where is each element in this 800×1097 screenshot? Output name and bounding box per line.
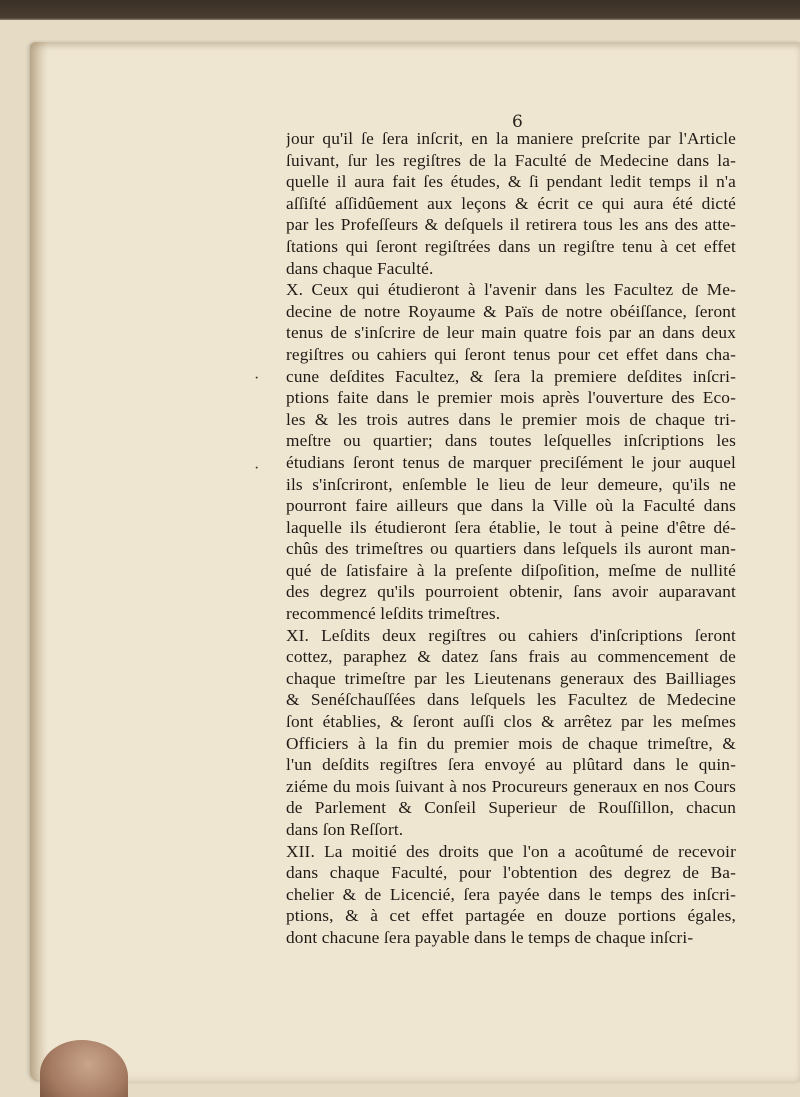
text-line: l'un deſdits regiſtres ſera envoyé au plûtard dans le quin- <box>286 755 736 775</box>
text-line: ils s'inſcriront, enſemble le lieu de leur demeure, qu'ils ne <box>286 474 736 494</box>
margin-dot: · <box>254 370 260 387</box>
text-line: laquelle ils étudieront ſera établie, le tout à peine d'être dé- <box>286 517 736 537</box>
text-line: jour qu'il ſe ſera inſcrit, en la maniere preſcrite par l'Article <box>286 129 736 148</box>
text-line: dont chacune ſera payable dans le temps de chaque inſcri- <box>286 927 694 947</box>
text-line: ptions faite dans le premier mois après l'ouverture des Eco- <box>286 388 736 408</box>
text-line: dans ſon Reſſort. <box>286 820 404 839</box>
text-line: ſtations qui ſeront regiſtrées dans un regiſtre tenu à cet effet <box>286 236 736 256</box>
text-line: dans chaque Faculté, pour l'obtention des degrez de Ba- <box>286 863 736 883</box>
text-line: XI. Leſdits deux regiſtres ou cahiers d'inſcriptions ſeront <box>286 625 736 645</box>
text-line: tenus de s'inſcrire de leur main quatre fois par an dans deux <box>286 323 736 343</box>
page-number: 6 <box>512 112 523 132</box>
text-line: qué de ſatisfaire à la preſente diſpoſition, meſme de nullité <box>286 560 736 580</box>
body-text <box>286 128 736 949</box>
text-line: ſuivant, ſur les regiſtres de la Faculté de Medecine dans la- <box>286 150 736 170</box>
text-line: les & les trois autres dans le premier mois de chaque tri- <box>286 409 736 429</box>
text-line: X. Ceux qui étudieront à l'avenir dans les Facultez de Me- <box>286 280 736 300</box>
text-line: des degrez qu'ils pourroient obtenir, ſans avoir auparavant <box>286 582 736 602</box>
text-line: cottez, paraphez & datez ſans frais au commencement de <box>286 647 736 667</box>
text-line: regiſtres ou cahiers qui ſeront tenus pour cet effet dans cha- <box>286 344 736 364</box>
text-line: quelle il aura fait ſes études, & ſi pendant ledit temps il n'a <box>286 172 736 192</box>
text-line: Officiers à la fin du premier mois de chaque trimeſtre, & <box>286 733 736 753</box>
text-line: XII. La moitié des droits que l'on a acoûtumé de recevoir <box>286 841 736 861</box>
text-line: cune deſdites Facultez, & ſera la premiere deſdites inſcri- <box>286 366 736 386</box>
text-line: aſſiſté aſſidûement aux leçons & écrit ce qui aura été dicté <box>286 193 736 213</box>
text-line: chûs des trimeſtres ou quartiers dans leſquels ils auront man- <box>286 539 736 559</box>
text-line: ziéme du mois ſuivant à nos Procureurs generaux en nos Cours <box>286 776 736 796</box>
text-line: chelier & de Licencié, ſera payée dans le temps des inſcri- <box>286 884 736 904</box>
text-line: chaque trimeſtre par les Lieutenans generaux des Bailliages <box>286 668 736 688</box>
margin-dot: · <box>254 460 260 477</box>
page-edge-shadow <box>30 42 48 1082</box>
text-line: decine de notre Royaume & Païs de notre obéiſſance, ſeront <box>286 301 736 321</box>
text-line: & Senéſchauſſées dans leſquels les Facultez de Medecine <box>286 690 736 710</box>
text-line: meſtre ou quartier; dans toutes leſquelles inſcriptions les <box>286 431 736 451</box>
text-line: de Parlement & Conſeil Superieur de Rouſſillon, chacun <box>286 798 736 818</box>
text-line: recommencé leſdits trimeſtres. <box>286 604 501 624</box>
text-line: pourront faire ailleurs que dans la Ville où la Faculté dans <box>286 496 736 516</box>
text-line: ptions, & à cet effet partagée en douze portions égales, <box>286 906 736 926</box>
text-line: ſont établies, & ſeront auſſi clos & arrêtez par les meſmes <box>286 712 736 732</box>
text-line: par les Profeſſeurs & deſquels il retirera tous les ans des atte- <box>286 215 736 235</box>
text-line: étudians ſeront tenus de marquer preciſément le jour auquel <box>286 452 736 472</box>
text-line: dans chaque Faculté. <box>286 258 434 278</box>
